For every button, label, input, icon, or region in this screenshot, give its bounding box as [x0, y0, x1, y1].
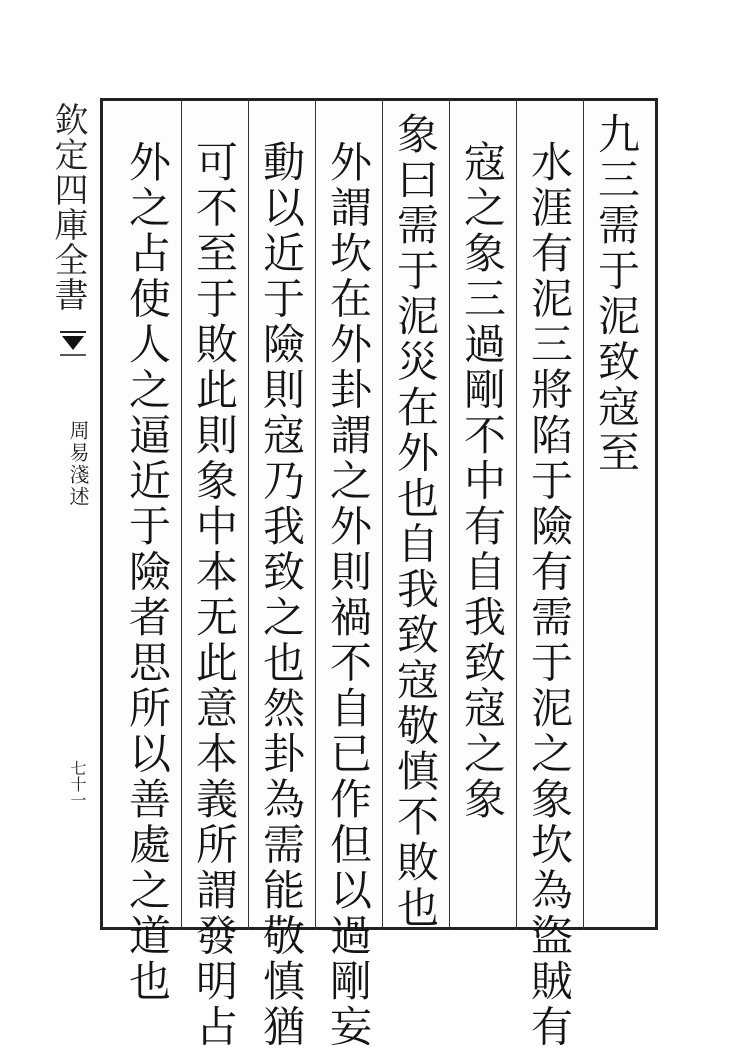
column-rule [315, 98, 316, 930]
text-column: 象曰需于泥災在外也自我致寇敬慎不敗也 [391, 112, 440, 931]
column-rule [248, 98, 249, 930]
text-column: 動以近于險則寇乃我致之也然卦為需能敬慎猶 [257, 140, 306, 1050]
fishtail-mark-icon [58, 330, 88, 358]
text-column: 外之占使人之逼近于險者思所以善處之道也 [123, 140, 172, 1005]
margin-book-title: 周易淺述 [66, 420, 90, 508]
column-rule [382, 98, 383, 930]
column-rule [583, 98, 584, 930]
text-column: 水涯有泥三將陷于險有需于泥之象坎為盜賊有 [525, 140, 574, 1050]
margin-page-number: 七十一 [68, 760, 87, 808]
text-column: 外謂坎在外卦謂之外則禍不自已作但以過剛妄 [324, 140, 373, 1050]
column-rule [181, 98, 182, 930]
text-frame [100, 98, 658, 930]
text-column-heading: 九三需于泥致寇至 [592, 112, 641, 476]
text-column: 可不至于敗此則象中本无此意本義所謂發明占 [190, 140, 239, 1050]
column-rule [516, 98, 517, 930]
column-rule [449, 98, 450, 930]
text-column: 寇之象三過剛不中有自我致寇之象 [458, 140, 507, 823]
margin-title: 欽定四庫全書 [48, 102, 88, 312]
